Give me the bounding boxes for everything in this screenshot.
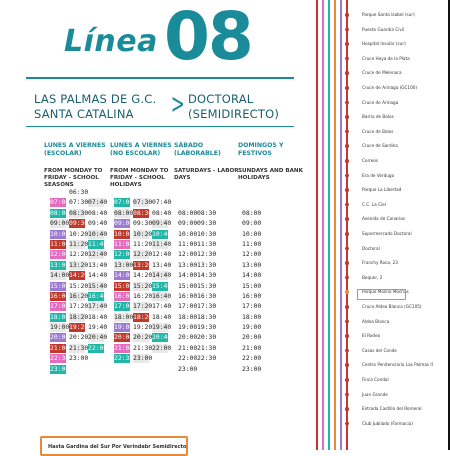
- departure-time: 09:30: [133, 219, 153, 228]
- departure-time: 20:00: [242, 333, 262, 342]
- departure-time: 12:00: [50, 250, 70, 259]
- stop-name: Parque Molino Mochas: [362, 289, 409, 295]
- departure-time: 15:20: [69, 281, 89, 290]
- departure-time: 09:00: [178, 219, 198, 228]
- departure-time: 08:00: [178, 208, 198, 217]
- stop-name: Cruce de Arinaga: [362, 99, 399, 105]
- departure-time: 17:40: [88, 302, 108, 311]
- departure-time: 14:40: [152, 271, 172, 280]
- departure-time: 12:20: [69, 250, 89, 259]
- departure-time: 19:40: [152, 323, 172, 332]
- departure-time: 21:00: [50, 343, 70, 352]
- departure-time: 22:00: [152, 343, 172, 352]
- stop-name: Bequer, 2: [362, 274, 383, 280]
- departure-time: 16:00: [50, 291, 70, 300]
- departure-time: 12:20: [133, 250, 153, 259]
- stop-name: Juan Grande: [362, 391, 388, 397]
- departure-time: 23:00: [178, 364, 198, 373]
- departure-time: 11:00: [114, 239, 134, 248]
- departure-time: 19:00: [242, 323, 262, 332]
- departure-time: 15:40: [152, 281, 172, 290]
- departure-time: 21:00: [178, 343, 198, 352]
- col-sub-1: FROM MONDAY TO: [110, 168, 169, 174]
- stop-name: El Rodeo: [362, 333, 381, 339]
- departure-time: 16:40: [152, 291, 172, 300]
- col-title-1: LUNES A VIERNES: [110, 142, 172, 149]
- departure-time: 10:40: [88, 229, 108, 238]
- departure-time: 20:20: [69, 333, 89, 342]
- departure-time: 08:00: [242, 208, 262, 217]
- departure-time: 15:40: [88, 281, 108, 290]
- departure-time: 07:00: [114, 198, 134, 207]
- departure-time: 20:00: [178, 333, 198, 342]
- col-sub-1: SUNDAYS AND BANK: [238, 168, 303, 174]
- stop-name: Parque La Libertad: [362, 187, 402, 193]
- departure-time: 20:00: [114, 333, 134, 342]
- departure-time: 13:30: [197, 260, 217, 269]
- dest-line-2: (SEMIDIRECTO): [188, 107, 280, 121]
- departure-time: 23:00: [50, 364, 70, 373]
- departure-time: 07:00: [50, 198, 70, 207]
- stop-name: Cruce Hoya de la Plata: [362, 55, 410, 61]
- col-sub-3: SEASONS: [44, 182, 74, 188]
- departure-time: 18:00: [114, 312, 134, 321]
- departure-time: 18:00: [242, 312, 262, 321]
- departure-time: 19:00: [50, 323, 70, 332]
- departure-time: 08:00: [50, 208, 70, 217]
- departure-time: 17:20: [133, 302, 153, 311]
- direction-chevron-icon: >: [170, 87, 185, 120]
- departure-time: 09:40: [152, 219, 172, 228]
- departure-time: 16:00: [242, 291, 262, 300]
- stop-name: Cruce de Arinaga (GC100): [362, 85, 418, 90]
- departure-time: 20:30: [197, 333, 217, 342]
- stop-name: Avenida de Canarias: [362, 216, 405, 222]
- stop-name: Barrio de Balos: [362, 114, 394, 120]
- departure-time: 22:30: [50, 354, 70, 363]
- departure-time: 07:40: [152, 198, 172, 207]
- departure-time: 22:00: [88, 343, 108, 352]
- departure-time: 11:00: [242, 239, 262, 248]
- departure-time: 13:20: [133, 260, 153, 269]
- departure-time: 12:00: [114, 250, 134, 259]
- col-title-2: (ESCOLAR): [44, 150, 82, 157]
- dest-line-1: DOCTORAL: [188, 92, 254, 106]
- departure-time: 14:00: [242, 271, 262, 280]
- footnote-text: Hasta Gardina del Sur Por Verindabr Semidirecto: [48, 444, 187, 450]
- departure-time: 10:20: [69, 229, 89, 238]
- departure-time: 23:00: [242, 364, 262, 373]
- stop-name: Casas del Conde: [362, 347, 397, 353]
- departure-time: 15:00: [178, 281, 198, 290]
- col-title-2: (LABORABLE): [174, 150, 221, 157]
- col-sub-2: FRIDAY - SCHOOL: [110, 175, 165, 181]
- departure-time: 13:20: [69, 260, 89, 269]
- departure-time: 20:40: [88, 333, 108, 342]
- col-sub-1: SATURDAYS - LABOR: [174, 168, 239, 174]
- departure-time: 12:40: [88, 250, 108, 259]
- departure-time: 21:00: [114, 343, 134, 352]
- departure-time: 07:30: [133, 198, 153, 207]
- stop-name: Hospital Insular (sur): [362, 41, 406, 47]
- departure-time: 11:40: [152, 239, 172, 248]
- stop-name: Cruce Aldea Blanca (GC105): [362, 304, 422, 309]
- col-title-1: LUNES A VIERNES: [44, 142, 106, 149]
- departure-time: 13:00: [50, 260, 70, 269]
- col-sub-2: FRIDAY - SCHOOL: [44, 175, 99, 181]
- departure-time: 19:20: [69, 323, 89, 332]
- departure-time: 09:00: [50, 219, 70, 228]
- departure-time: 08:00: [114, 208, 134, 217]
- departure-time: 09:00: [114, 219, 134, 228]
- stop-name: Entrada Castillo del Romeral: [362, 406, 422, 412]
- departure-time: 10:20: [133, 229, 153, 238]
- departure-time: 11:20: [69, 239, 89, 248]
- departure-time: 21:30: [69, 343, 89, 352]
- departure-time: 16:20: [69, 291, 89, 300]
- stop-name: Centro Penitenciario Las Palmas II: [362, 362, 433, 368]
- departure-time: 20:00: [50, 333, 70, 342]
- departure-time: 20:40: [152, 333, 172, 342]
- departure-time: 10:00: [50, 229, 70, 238]
- stop-name: Doctoral: [362, 245, 380, 251]
- departure-time: 14:00: [114, 271, 134, 280]
- departure-time: 11:00: [178, 239, 198, 248]
- departure-time: 15:00: [114, 281, 134, 290]
- departure-time: 14:20: [69, 271, 89, 280]
- departure-time: 16:30: [197, 291, 217, 300]
- departure-time: 21:30: [197, 343, 217, 352]
- col-sub-3: HOLIDAYS: [110, 182, 142, 188]
- departure-time: 14:30: [197, 271, 217, 280]
- departure-time: 13:40: [152, 260, 172, 269]
- departure-time: 16:20: [133, 291, 153, 300]
- col-sub-2: DAYS: [174, 175, 191, 181]
- stop-name: Cruce de Balos: [362, 128, 394, 134]
- departure-time: 07:30: [69, 198, 89, 207]
- departure-time: 18:00: [178, 312, 198, 321]
- departure-time: 14:20: [133, 271, 153, 280]
- departure-time: 08:30: [197, 208, 217, 217]
- departure-time: 09:40: [88, 219, 108, 228]
- departure-time: 08:30: [69, 208, 89, 217]
- departure-time: 11:30: [197, 239, 217, 248]
- departure-time: 18:30: [197, 312, 217, 321]
- departure-time: 16:00: [114, 291, 134, 300]
- departure-time: 19:40: [88, 323, 108, 332]
- line-brand: Línea: [64, 24, 158, 59]
- departure-time: 21:00: [242, 343, 262, 352]
- stop-name: Cruce de Sardina: [362, 143, 398, 149]
- departure-time: 08:40: [152, 208, 172, 217]
- departure-time: 14:00: [178, 271, 198, 280]
- departure-time: 18:40: [152, 312, 172, 321]
- departure-time: 19:30: [197, 323, 217, 332]
- departure-time: 18:40: [88, 312, 108, 321]
- departure-time: 19:00: [114, 323, 134, 332]
- col-title-1: SÁBADO: [174, 142, 204, 149]
- stop-name: Supermercado Doctoral: [362, 231, 412, 236]
- departure-time: 15:20: [133, 281, 153, 290]
- departure-time: 17:40: [152, 302, 172, 311]
- departure-time: 21:30: [133, 343, 153, 352]
- departure-time: 22:00: [242, 354, 262, 363]
- col-title-2: (NO ESCOLAR): [110, 150, 161, 157]
- departure-time: 18:20: [69, 312, 89, 321]
- departure-time: 10:30: [197, 229, 217, 238]
- stop-name: Correos: [362, 158, 379, 163]
- stop-name: C.C. La Ciel: [362, 201, 386, 207]
- stop-name: Finca Condal: [362, 377, 389, 382]
- departure-time: 19:00: [178, 323, 198, 332]
- departure-time: 15:00: [242, 281, 262, 290]
- stop-name: Cruce de Melenara: [362, 70, 402, 76]
- origin-line-2: SANTA CATALINA: [34, 107, 134, 121]
- stop-name: Parque Santa Isabel (sur): [362, 12, 415, 17]
- departure-time: 10:40: [152, 229, 172, 238]
- departure-time: 17:00: [114, 302, 134, 311]
- departure-time: 12:00: [242, 250, 262, 259]
- departure-time: 20:20: [133, 333, 153, 342]
- departure-time: 23:00: [69, 354, 89, 363]
- departure-time: 17:20: [69, 302, 89, 311]
- departure-time: 12:30: [197, 250, 217, 259]
- departure-time: 14:40: [88, 271, 108, 280]
- departure-time: 15:00: [50, 281, 70, 290]
- departure-time: 22:00: [178, 354, 198, 363]
- col-title-1: DOMINGOS Y: [238, 142, 284, 149]
- departure-time: 09:30: [197, 219, 217, 228]
- departure-time: 09:00: [242, 219, 262, 228]
- departure-time: 22:30: [197, 354, 217, 363]
- departure-time: 11:00: [50, 239, 70, 248]
- departure-time: 10:00: [242, 229, 262, 238]
- departure-time: 13:00: [178, 260, 198, 269]
- departure-time: 09:30: [69, 219, 89, 228]
- departure-time: 06:30: [69, 188, 89, 196]
- departure-time: 08:40: [88, 208, 108, 217]
- departure-time: 10:00: [114, 229, 134, 238]
- departure-time: 13:00: [114, 260, 134, 269]
- line-number: 08: [164, 0, 252, 75]
- col-title-2: FESTIVOS: [238, 150, 272, 157]
- departure-time: 17:00: [242, 302, 262, 311]
- departure-time: 12:00: [178, 250, 198, 259]
- departure-time: 13:40: [88, 260, 108, 269]
- departure-time: 15:30: [197, 281, 217, 290]
- col-sub-2: HOLIDAYS: [238, 175, 270, 181]
- departure-time: 19:20: [133, 323, 153, 332]
- stop-name: Franchy Roca, 23: [362, 260, 398, 266]
- departure-time: 22:30: [114, 354, 134, 363]
- departure-time: 11:40: [88, 239, 108, 248]
- origin-line-1: LAS PALMAS DE G.C.: [34, 92, 157, 106]
- departure-time: 07:40: [88, 198, 108, 207]
- departure-time: 18:20: [133, 312, 153, 321]
- departure-time: 16:40: [88, 291, 108, 300]
- departure-time: 14:00: [50, 271, 70, 280]
- departure-time: 17:30: [197, 302, 217, 311]
- departure-time: 18:00: [50, 312, 70, 321]
- stop-name: Aldea Blanca: [362, 318, 390, 324]
- departure-time: 12:40: [152, 250, 172, 259]
- departure-time: 17:00: [50, 302, 70, 311]
- stop-name: Era de Verdugo: [362, 172, 395, 178]
- departure-time: 16:00: [178, 291, 198, 300]
- stop-name: Puesto Guardia Civil: [362, 26, 405, 32]
- departure-time: 17:00: [178, 302, 198, 311]
- departure-time: 23:00: [133, 354, 153, 363]
- departure-time: 11:20: [133, 239, 153, 248]
- departure-time: 10:00: [178, 229, 198, 238]
- departure-time: 08:30: [133, 208, 153, 217]
- col-sub-1: FROM MONDAY TO: [44, 168, 103, 174]
- stop-name: Club Jubilado (Farmacia): [362, 420, 413, 426]
- departure-time: 13:00: [242, 260, 262, 269]
